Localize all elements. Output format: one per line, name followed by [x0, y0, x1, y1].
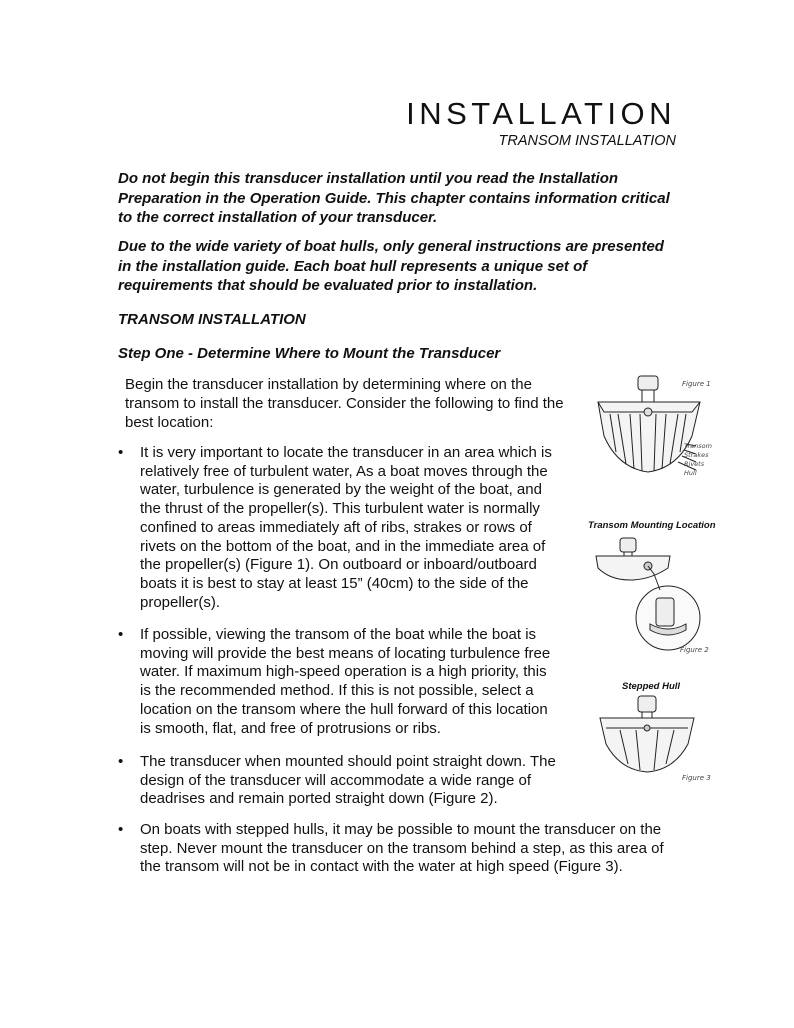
warning-paragraph-2: Due to the wide variety of boat hulls, only general instructions are presented in the installation guide. Each boat hull represents a unique set of requirements that should be evaluated prior to installation.	[118, 238, 664, 294]
bullet-icon: •	[118, 444, 124, 461]
figure-1-callout-transom: Transom	[684, 442, 712, 450]
figure-1-label: Figure 1	[682, 380, 711, 388]
figure-1-callout-hull: Hull	[684, 469, 697, 477]
bullet-text: It is very important to locate the transducer in an area which is relatively free of turbulent water, As a boat moves through the water, turbulence is generated by the weight of the boat, and the thrust of the propeller(s). This turbulent water is normally confined to areas immediately aft of ribs, strakes or rows of rivets on the bottom of the boat, and in the immediate area of the propeller(s) (Figure 1). On outboard or inboard/outboard boats it is best to stay at least 15” (40cm) to the side of the propeller(s).	[140, 444, 552, 611]
bullet-item-1	[118, 444, 558, 612]
figure-1-boat-transom	[588, 372, 712, 490]
page-subtitle: TRANSOM INSTALLATION	[498, 133, 676, 149]
figure-3-caption: Stepped Hull	[622, 681, 681, 692]
section-heading: TRANSOM INSTALLATION	[118, 311, 306, 328]
step-heading: Step One - Determine Where to Mount the Transducer	[118, 345, 501, 362]
bullet-text: On boats with stepped hulls, it may be possible to mount the transducer on the step. Never mount the transducer on the transom behind a step, as this area of the transom will not be in contact with the water at high speed (Figure 3).	[140, 821, 664, 876]
warning-paragraph-1: Do not begin this transducer installation until you read the Installation Preparation in the Operation Guide. This chapter contains information critical to the correct installation of your transducer.	[118, 170, 670, 226]
bullet-text: If possible, viewing the transom of the boat while the boat is moving will provide the best means of locating turbulence free water. If maximum high-speed operation is a high priority, this is the recommended method. If this is not possible, select a location on the transom where the hull forward of this location is smooth, flat, and free of protrusions or ribs.	[140, 626, 551, 737]
figure-2-transom-mounting	[590, 534, 714, 658]
figure-2-label: Figure 2	[680, 646, 709, 654]
intro-paragraph: Begin the transducer installation by determining where on the transom to install the transducer. Consider the following to find the best location:	[125, 376, 564, 431]
bullet-icon: •	[118, 753, 124, 770]
bullet-text: The transducer when mounted should point straight down. The design of the transducer will accommodate a wide range of deadrises and remain ported straight down (Figure 2).	[140, 753, 556, 808]
figure-3-stepped-hull	[592, 694, 716, 784]
bullet-icon: •	[118, 626, 124, 643]
figure-2-caption: Transom Mounting Location	[588, 520, 716, 531]
bullet-item-4	[118, 821, 664, 877]
figure-1-callout-rivets: Rivets	[684, 460, 705, 468]
page-title: INSTALLATION	[406, 96, 676, 131]
figure-3-label: Figure 3	[682, 774, 711, 782]
bullet-item-2	[118, 626, 558, 738]
bullet-item-3	[118, 753, 558, 809]
bullet-icon: •	[118, 821, 124, 838]
figure-1-callout-strakes: Strakes	[684, 451, 709, 459]
